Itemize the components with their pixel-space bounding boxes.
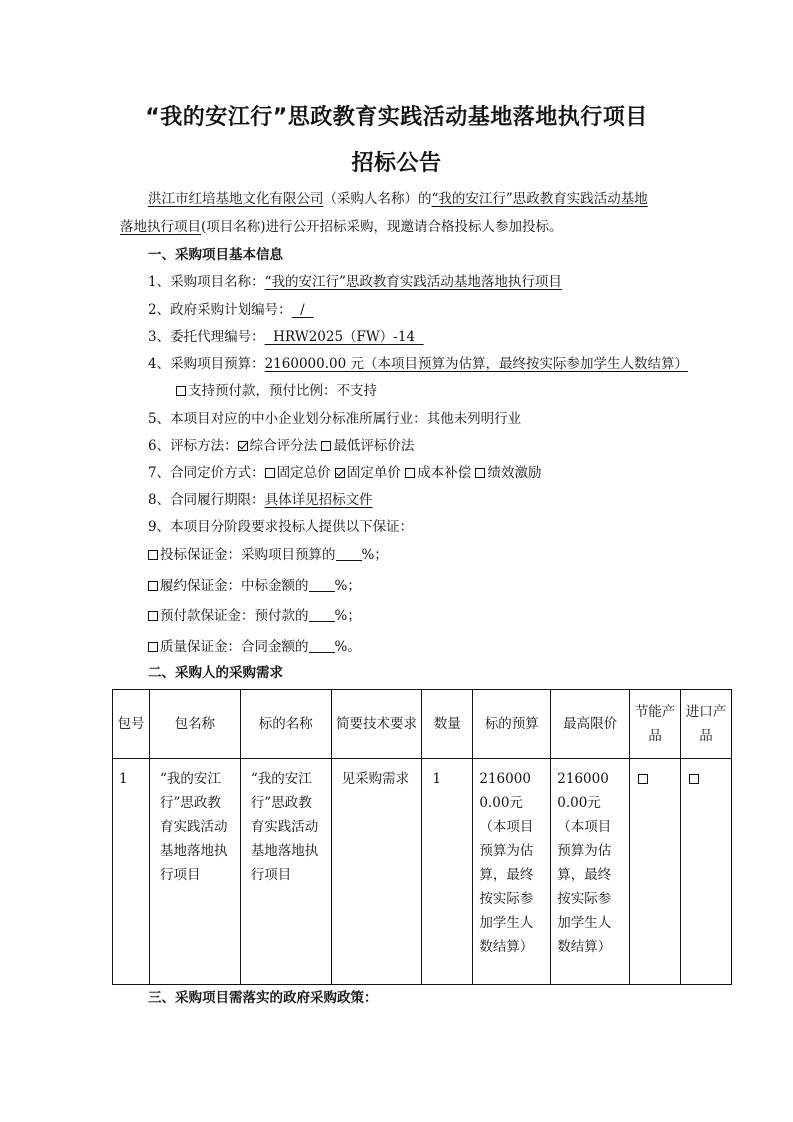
section3-heading: 三、采购项目需落实的政府采购政策：: [148, 990, 378, 1006]
guarantee4-blank[interactable]: [309, 640, 335, 653]
quality-guarantee-checkbox[interactable]: [148, 642, 158, 652]
item8-label: 8、合同履行期限：: [148, 492, 265, 508]
intro-line-1: [148, 189, 648, 209]
item5: 5、本项目对应的中小企业划分标准所属行业：其他未列明行业: [148, 411, 522, 427]
item1: [148, 272, 562, 292]
guarantee2-a: 履约保证金：中标金额的: [160, 578, 309, 594]
guarantee1-b: %；: [361, 547, 388, 563]
header-tech-req: 简要技术要求: [331, 690, 422, 759]
header-pkg-no: 包号: [113, 690, 150, 759]
guarantee3-a: 预付款保证金：预付款的: [160, 608, 309, 624]
item7-opt1: 固定总价: [276, 465, 331, 481]
guarantee2-blank[interactable]: [309, 579, 335, 592]
prepay-option: [176, 381, 377, 401]
item6-opt2: 最低评标价法: [333, 438, 415, 454]
guarantee3-b: %；: [334, 608, 361, 624]
guarantee2-b: %；: [334, 578, 361, 594]
cell-item-name: “我的安江行”思政教育实践活动基地落地执行项目: [240, 759, 331, 985]
project-name-part1: “我的安江行”思政教育实践活动基地: [431, 191, 648, 207]
item7-opt3: 成本补偿: [417, 465, 472, 481]
item1-value: “我的安江行”思政教育实践活动基地落地执行项目: [264, 274, 562, 290]
cell-tech-req: 见采购需求: [331, 759, 422, 985]
cell-pkg-no: 1: [113, 759, 150, 985]
fixed-unit-checkbox[interactable]: [335, 468, 345, 478]
guarantee-performance: [148, 576, 361, 596]
guarantee-quality: [148, 637, 361, 657]
guarantee3-blank[interactable]: [309, 609, 335, 622]
header-pkg-name: 包名称: [149, 690, 240, 759]
item7-label: 7、合同定价方式：: [148, 465, 265, 481]
cell-imported: [681, 759, 732, 985]
performance-guarantee-checkbox[interactable]: [148, 581, 158, 591]
section1-heading: 一、采购项目基本信息: [148, 247, 283, 263]
fixed-total-checkbox[interactable]: [265, 468, 275, 478]
item2-label: 2、政府采购计划编号：: [148, 302, 292, 318]
comprehensive-score-checkbox[interactable]: [238, 441, 248, 451]
item6-label: 6、评标方法：: [148, 438, 238, 454]
cell-pkg-name: “我的安江行”思政教育实践活动基地落地执行项目: [149, 759, 240, 985]
header-budget: 标的预算: [473, 690, 551, 759]
prepay-text: 支持预付款，预付比例：不支持: [188, 383, 377, 399]
guarantee1-a: 投标保证金：采购项目预算的: [160, 547, 336, 563]
cell-quantity: 1: [422, 759, 473, 985]
header-item-name: 标的名称: [240, 690, 331, 759]
guarantee-bid: [148, 545, 388, 565]
cell-budget: 2160000.00元（本项目预算为估算，最终按实际参加学生人数结算）: [473, 759, 551, 985]
table-row: [113, 759, 732, 985]
item8-value: 具体详见招标文件: [264, 492, 373, 508]
guarantee-prepay: [148, 606, 361, 626]
document-title: “我的安江行”思政教育实践活动基地落地执行项目: [145, 105, 648, 130]
project-name-part2: 落地执行项目: [120, 219, 201, 235]
item6-opt1: 综合评分法: [249, 438, 318, 454]
cell-energy-saving: [630, 759, 681, 985]
item6: [148, 436, 414, 456]
header-energy-saving: 节能产品: [630, 690, 681, 759]
prepay-checkbox[interactable]: [176, 386, 186, 396]
document-subtitle: 招标公告: [351, 151, 442, 176]
item8: [148, 490, 373, 510]
header-max-price: 最高限价: [551, 690, 630, 759]
header-quantity: 数量: [422, 690, 473, 759]
item2: [148, 300, 313, 320]
imported-checkbox[interactable]: [689, 774, 699, 784]
item4-label: 4、采购项目预算：: [148, 356, 265, 372]
lowest-price-checkbox[interactable]: [321, 441, 331, 451]
buyer-note: （采购人名称）的: [323, 191, 432, 207]
guarantee4-b: %。: [334, 639, 361, 655]
item1-label: 1、采购项目名称：: [148, 274, 265, 290]
item7-opt4: 绩效激励: [487, 465, 542, 481]
cell-max-price: 2160000.00元（本项目预算为估算，最终按实际参加学生人数结算）: [551, 759, 630, 985]
item3-value: HRW2025（FW）-14: [264, 329, 424, 345]
bid-guarantee-checkbox[interactable]: [148, 550, 158, 560]
header-imported: 进口产品: [681, 690, 732, 759]
item3: [148, 327, 424, 347]
buyer-name: 洪江市红培基地文化有限公司: [148, 191, 324, 207]
section2-heading: 二、采购人的采购需求: [148, 665, 283, 681]
item4-value: 2160000.00 元（本项目预算为估算，最终按实际参加学生人数结算）: [264, 356, 688, 372]
guarantee1-blank[interactable]: [336, 548, 362, 561]
requirements-table: [112, 689, 732, 985]
intro-line-2: [120, 217, 563, 237]
project-note: (项目名称)进行公开招标采购，现邀请合格投标人参加投标。: [201, 219, 563, 235]
item3-label: 3、委托代理编号：: [148, 329, 265, 345]
item4: [148, 354, 688, 374]
guarantee4-a: 质量保证金：合同金额的: [160, 639, 309, 655]
table-header-row: [113, 690, 732, 759]
energy-saving-checkbox[interactable]: [638, 774, 648, 784]
item2-value: /: [291, 302, 314, 318]
item7: [148, 463, 541, 483]
cost-plus-checkbox[interactable]: [405, 468, 415, 478]
item9: 9、本项目分阶段要求投标人提供以下保证：: [148, 519, 414, 535]
performance-checkbox[interactable]: [475, 468, 485, 478]
item7-opt2: 固定单价: [346, 465, 401, 481]
prepay-guarantee-checkbox[interactable]: [148, 611, 158, 621]
